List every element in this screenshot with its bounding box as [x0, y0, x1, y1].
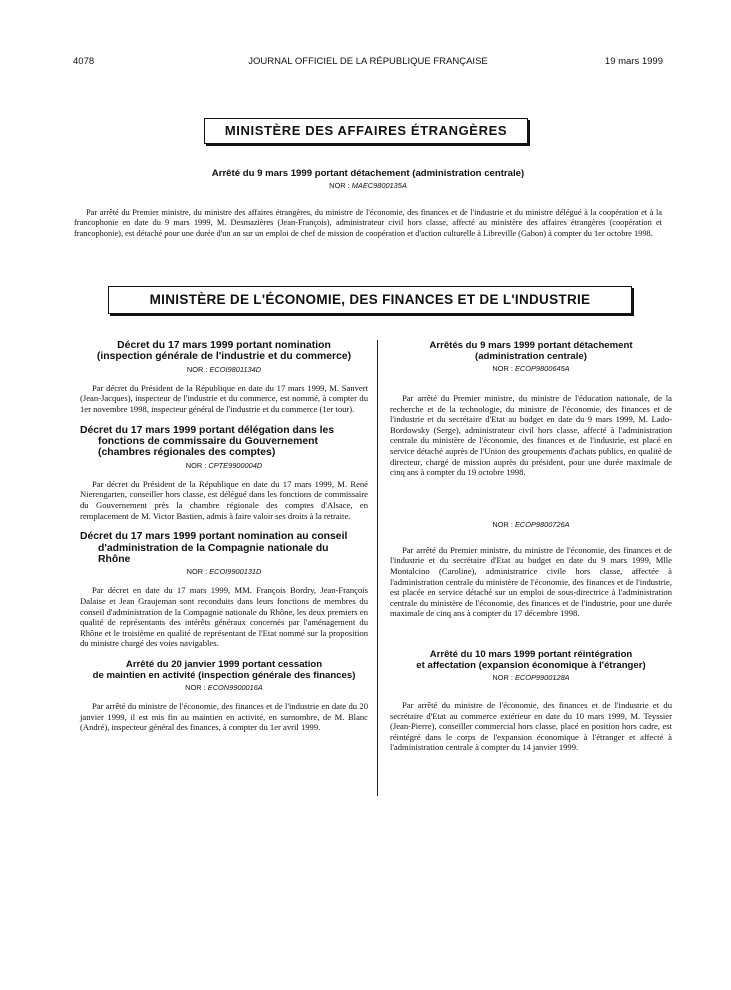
- nor-label: NOR :: [185, 682, 206, 692]
- article-title: Arrêté du 10 mars 1999 portant réintégration et affectation (expansion économique à l'étranger): [416, 648, 646, 671]
- left-column: [80, 340, 368, 743]
- nor-code: ECOI9801134D: [209, 364, 262, 374]
- nor-label: NOR :: [185, 460, 207, 470]
- page-number: 4078: [73, 56, 95, 67]
- nor-reference: [80, 683, 368, 692]
- nor-label: NOR :: [492, 364, 513, 373]
- nor-label: NOR :: [492, 672, 513, 682]
- article-title: Décret du 17 mars 1999 portant nomination (inspection générale de l'industrie et du commerce): [96, 340, 352, 363]
- nor-label: NOR :: [492, 519, 513, 529]
- article-body: Par décret en date du 17 mars 1999, MM. François Bordry, Jean-François Dalaise et Jean Graujeman sont reconduits dans leurs fonctions de membres du conseil d'administration de la Compagnie nationale du Rhône, les deux premiers en qualité de représentants des intérêts généraux concernés par l'aménagement du Rhône et le troisième en qualité de représentant de l'Etat nommé sur la proposition du ministre chargé des voies navigables.: [80, 585, 368, 649]
- page-header: [73, 56, 663, 70]
- nor-label: NOR :: [329, 181, 350, 190]
- article-compagnie-rhone: [80, 531, 368, 649]
- nor-reference: [80, 365, 368, 374]
- nor-code: ECOP9800645A: [514, 364, 570, 373]
- article-body: Par arrêté du Premier ministre, du ministre des affaires étrangères, du ministre de l'économie, des finances et de l'industrie et du ministre délégué à la coopération et à la francophonie en date du 9 mars 1999, M. Desmazières (Jean-François), administrateur civil hors classe, affecté au ministère des affaires étrangères (coopération et francophonie), est détaché pour une durée d'un an sur un emploi de chef de mission de coopération et d'action culturelle à Libreville (Gabon) à compter du 1er octobre 1998.: [74, 208, 662, 238]
- nor-reference: [390, 673, 672, 682]
- article-body: Par arrêté du Premier ministre, du ministre de l'économie, des finances et de l'industrie et du secrétaire d'Etat au budget en date du 9 mars 1999, Mlle Montalcino (Caroline), administratrice civile hors classe, affectée à l'administration centrale du ministère de l'économie, des finances et de l'industrie, est placée en service détaché sur un emploi de sous-directrice à l'administration centrale du ministère de l'économie, des finances et de l'industrie, pour une durée maximale de cinq ans à compter du 17 décembre 1998.: [390, 544, 672, 619]
- article-title: Arrêté du 9 mars 1999 portant détachement (administration centrale): [211, 168, 525, 179]
- article-detachement-lado: [390, 340, 672, 478]
- article-maec: [74, 168, 662, 239]
- article-body: Par arrêté du Premier ministre, du ministre de l'éducation nationale, de la recherche et de la technologie, du ministre de l'économie, des finances et de l'industrie et du secrétaire d'Etat au budget en date du 9 mars 1999, M. Lado-Bordowsky (Serge), administrateur civil hors classe, affecté à l'administration centrale du ministère de l'économie, des finances et de l'industrie, est placé en service détaché auprès de l'Union des groupements d'achats publics, en qualité de directeur, chargé de mission auprès du président, pour une durée maximale de cinq ans à compter du 19 octobre 1998.: [390, 393, 672, 478]
- article-title: Décret du 17 mars 1999 portant nomination au conseil d'administration de la Compagnie nationale du Rhône: [80, 531, 348, 565]
- article-title: Arrêté du 20 janvier 1999 portant cessation de maintien en activité (inspection générale des finances): [92, 658, 356, 681]
- right-column: [390, 340, 672, 763]
- article-body: Par décret du Président de la République en date du 17 mars 1999, M. Sanvert (Jean-Jacques), inspecteur de l'industrie et du commerce, est nommé, à compter du 1er novembre 1998, inspecteur général de l'industrie et du commerce (1er tour).: [80, 382, 368, 414]
- nor-reference: [390, 364, 672, 373]
- ministry-heading-economie: MINISTÈRE DE L'ÉCONOMIE, DES FINANCES ET DE L'INDUSTRIE: [108, 286, 632, 314]
- article-title: Arrêtés du 9 mars 1999 portant détachement (administration centrale): [429, 340, 633, 362]
- article-body: Par arrêté du ministre de l'économie, des finances et de l'industrie en date du 20 janvier 1999, il est mis fin au maintien en activité, en surnombre, de M. Blanc (André), inspecteur général des finances, à compter du 1er avril 1999.: [80, 700, 368, 733]
- article-body: Par arrêté du ministre de l'économie, des finances et de l'industrie et du secrétaire d'Etat au commerce extérieur en date du 10 mars 1999, M. Teyssier (Jean-Pierre), conseiller commercial hors classe, placé en position hors cadre, est réintégré dans le corps de l'expansion économique à l'étranger et affecté à l'administration centrale à compter du 14 janvier 1999.: [390, 699, 672, 753]
- nor-label: NOR :: [186, 567, 208, 577]
- article-detachement-montalcino: [390, 520, 672, 619]
- nor-code: MAEC9800135A: [351, 181, 407, 190]
- nor-code: ECOP9900128A: [514, 672, 570, 682]
- nor-reference: [390, 520, 672, 529]
- journal-title: JOURNAL OFFICIEL DE LA RÉPUBLIQUE FRANÇAISE: [248, 56, 488, 67]
- column-divider: [377, 340, 378, 796]
- nor-reference: [80, 567, 368, 576]
- nor-reference: [74, 181, 662, 190]
- nor-reference: [80, 461, 368, 470]
- nor-code: ECOP9800726A: [514, 519, 570, 529]
- article-cessation-maintien: [80, 659, 368, 733]
- nor-label: NOR :: [186, 364, 208, 374]
- article-delegation-commissaire: [80, 425, 368, 522]
- article-body: Par décret du Président de la République en date du 17 mars 1999, M. René Nierengarten, conseiller hors classe, est délégué dans les fonctions de commissaire du Gouvernement près la chambre régionale des comptes d'Alsace, en remplacement de M. Victor Bastien, admis à faire valoir ses droits à la retraite.: [80, 478, 368, 521]
- article-title: Décret du 17 mars 1999 portant délégation dans les fonctions de commissaire du Gouvernement (chambres régionales des comptes): [80, 424, 335, 459]
- nor-code: ECON9900016A: [207, 682, 263, 692]
- nor-code: CPTE9900004D: [208, 460, 263, 470]
- spacer: [390, 629, 672, 649]
- issue-date: 19 mars 1999: [604, 56, 663, 67]
- article-nomination-inspection: [80, 340, 368, 415]
- article-reintegration-teyssier: [390, 649, 672, 753]
- ministry-heading-affaires-etrangeres: MINISTÈRE DES AFFAIRES ÉTRANGÈRES: [204, 118, 528, 144]
- spacer: [390, 488, 672, 518]
- nor-code: ECOI9900131D: [209, 567, 262, 577]
